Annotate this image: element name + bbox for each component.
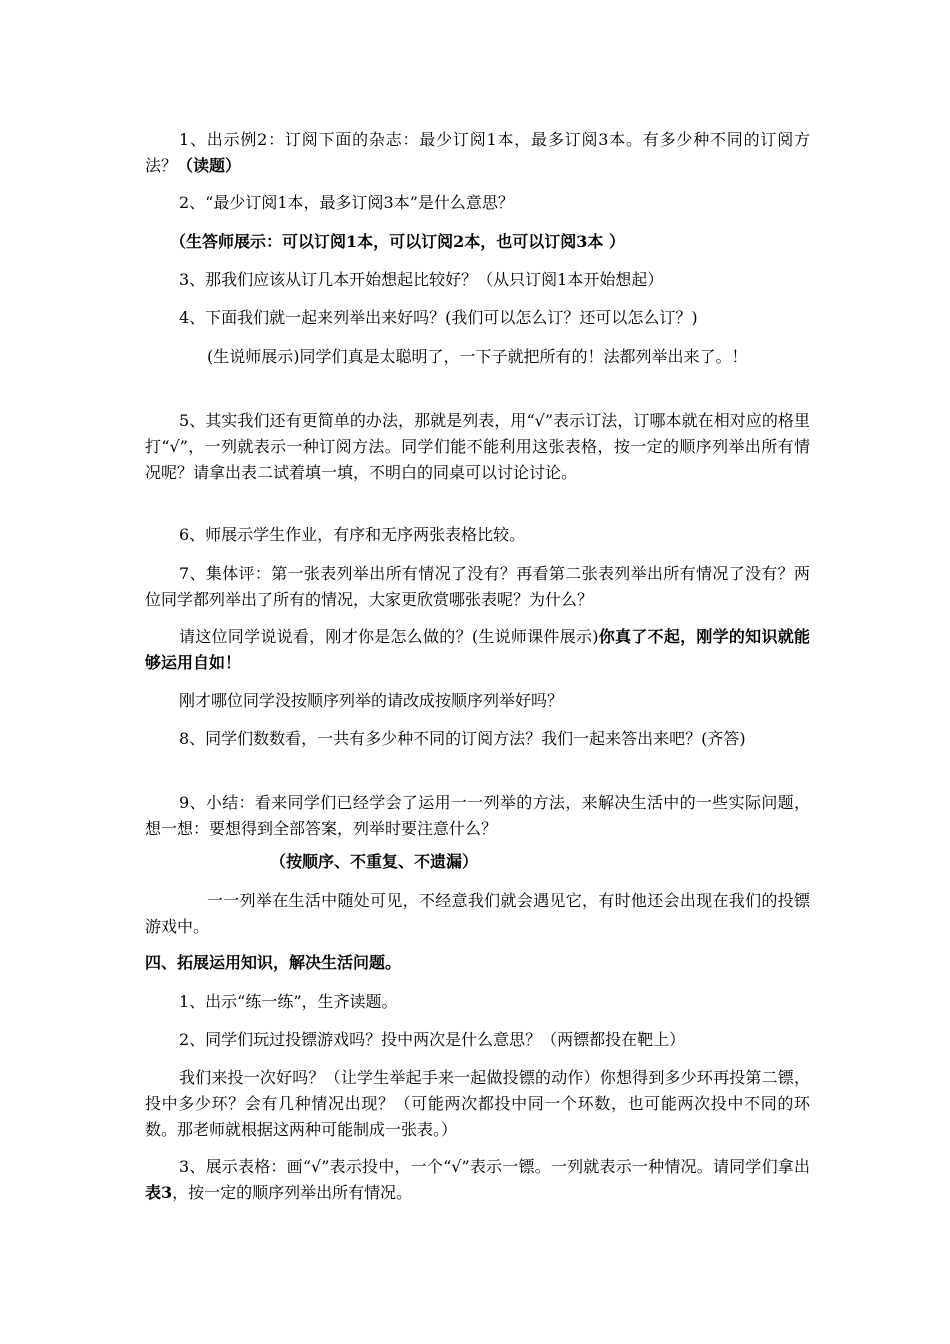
p2-text: 2、“最少订阅1本，最多订阅3本”是什么意思？ [179,193,514,212]
p15-text: 一一列举在生活中随处可见，不经意我们就会遇见它，有时他还会出现在我们的投镖游戏中。 [145,891,810,936]
section-heading-four [145,950,810,976]
p11-text: 刚才哪位同学没按顺序列举的请改成按顺序列举好吗？ [179,691,564,710]
paragraph-p4 [145,267,810,293]
paragraph-p7 [145,408,810,486]
p17-text: 1、出示“练一练”，生齐读题。 [179,992,398,1011]
paragraph-p15 [145,888,810,940]
paragraph-p10 [145,624,810,676]
p19-text: 我们来投一次好吗？（让学生举起手来一起做投镖的动作）你想得到多少环再投第二镖，投中多少环？会有几种情况出现？（可能两次都投中同一个环数，也可能两次投中不同的环数。那老师就根据这两种可能制成一张表。） [145,1068,810,1139]
p8-text: 6、师展示学生作业，有序和无序两张表格比较。 [179,525,526,544]
paragraph-p3 [170,229,810,255]
paragraph-p6 [145,344,810,370]
paragraph-p5 [145,305,810,331]
paragraph-p9 [145,561,810,613]
paragraph-p18 [145,1027,810,1053]
p4-text: 3、那我们应该从订几本开始想起比较好？（从只订阅1本开始想起） [179,270,664,289]
p20-text-b: ，按一定的顺序列举出所有情况。 [172,1183,413,1202]
p13-text: 9、小结：看来同学们已经学会了运用一一列举的方法，来解决生活中的一些实际问题，想一想：要想得到全部答案，列举时要注意什么？ [145,793,810,838]
p9-text: 7、集体评：第一张表列举出所有情况了没有？再看第二张表列举出所有情况了没有？两位同学都列举出了所有的情况，大家更欣赏哪张表呢？为什么？ [145,564,810,609]
p10-bold-praise: 你真了不起，刚学的知识就能够运用自如！ [145,627,810,672]
paragraph-p20 [145,1154,810,1206]
paragraph-p19 [145,1065,810,1143]
p7-text: 5、其实我们还有更简单的办法，那就是列表，用“√”表示订法，订哪本就在相对应的格里打“√”，一列就表示一种订阅方法。同学们能不能利用这张表格，按一定的顺序列举出所有情况呢？请拿出表二试着填一填，不明白的同桌可以讨论讨论。 [145,411,810,482]
p14-text: （按顺序、不重复、不遗漏） [270,852,479,871]
p20-bold-table: 表3 [145,1183,173,1202]
p16-text: 四、拓展运用知识，解决生活问题。 [145,953,402,972]
paragraph-p2 [145,190,810,216]
paragraph-p17 [145,989,810,1015]
p5-text: 4、下面我们就一起来列举出来好吗？(我们可以怎么订？还可以怎么订？) [179,308,698,327]
paragraph-p12 [145,726,810,752]
paragraph-p8 [145,522,810,548]
p10-text: 请这位同学说说看，刚才你是怎么做的？(生说师课件展示) [179,627,599,646]
p3-text: （生答师展示：可以订阅1本，可以订阅2本，也可以订阅3本 ） [170,232,625,251]
p1-text: 1、出示例2：订阅下面的杂志：最少订阅1本，最多订阅3本。有多少种不同的订阅方法？ [145,130,810,175]
paragraph-p13 [145,790,810,842]
p6-text: (生说师展示)同学们真是太聪明了，一下子就把所有的！法都列举出来了。！ [207,347,748,366]
p1-bold-note: （读题） [177,156,242,175]
p18-text: 2、同学们玩过投镖游戏吗？投中两次是什么意思？（两镖都投在靶上） [179,1030,686,1049]
p20-text-a: 3、展示表格：画“√”表示投中，一个“√”表示一镖。一列就表示一种情况。请同学们拿出 [179,1157,810,1176]
paragraph-p1 [145,127,810,179]
paragraph-p11 [145,688,810,714]
p12-text: 8、同学们数数看，一共有多少种不同的订阅方法？我们一起来答出来吧？(齐答) [179,729,746,748]
paragraph-p14 [270,849,810,875]
